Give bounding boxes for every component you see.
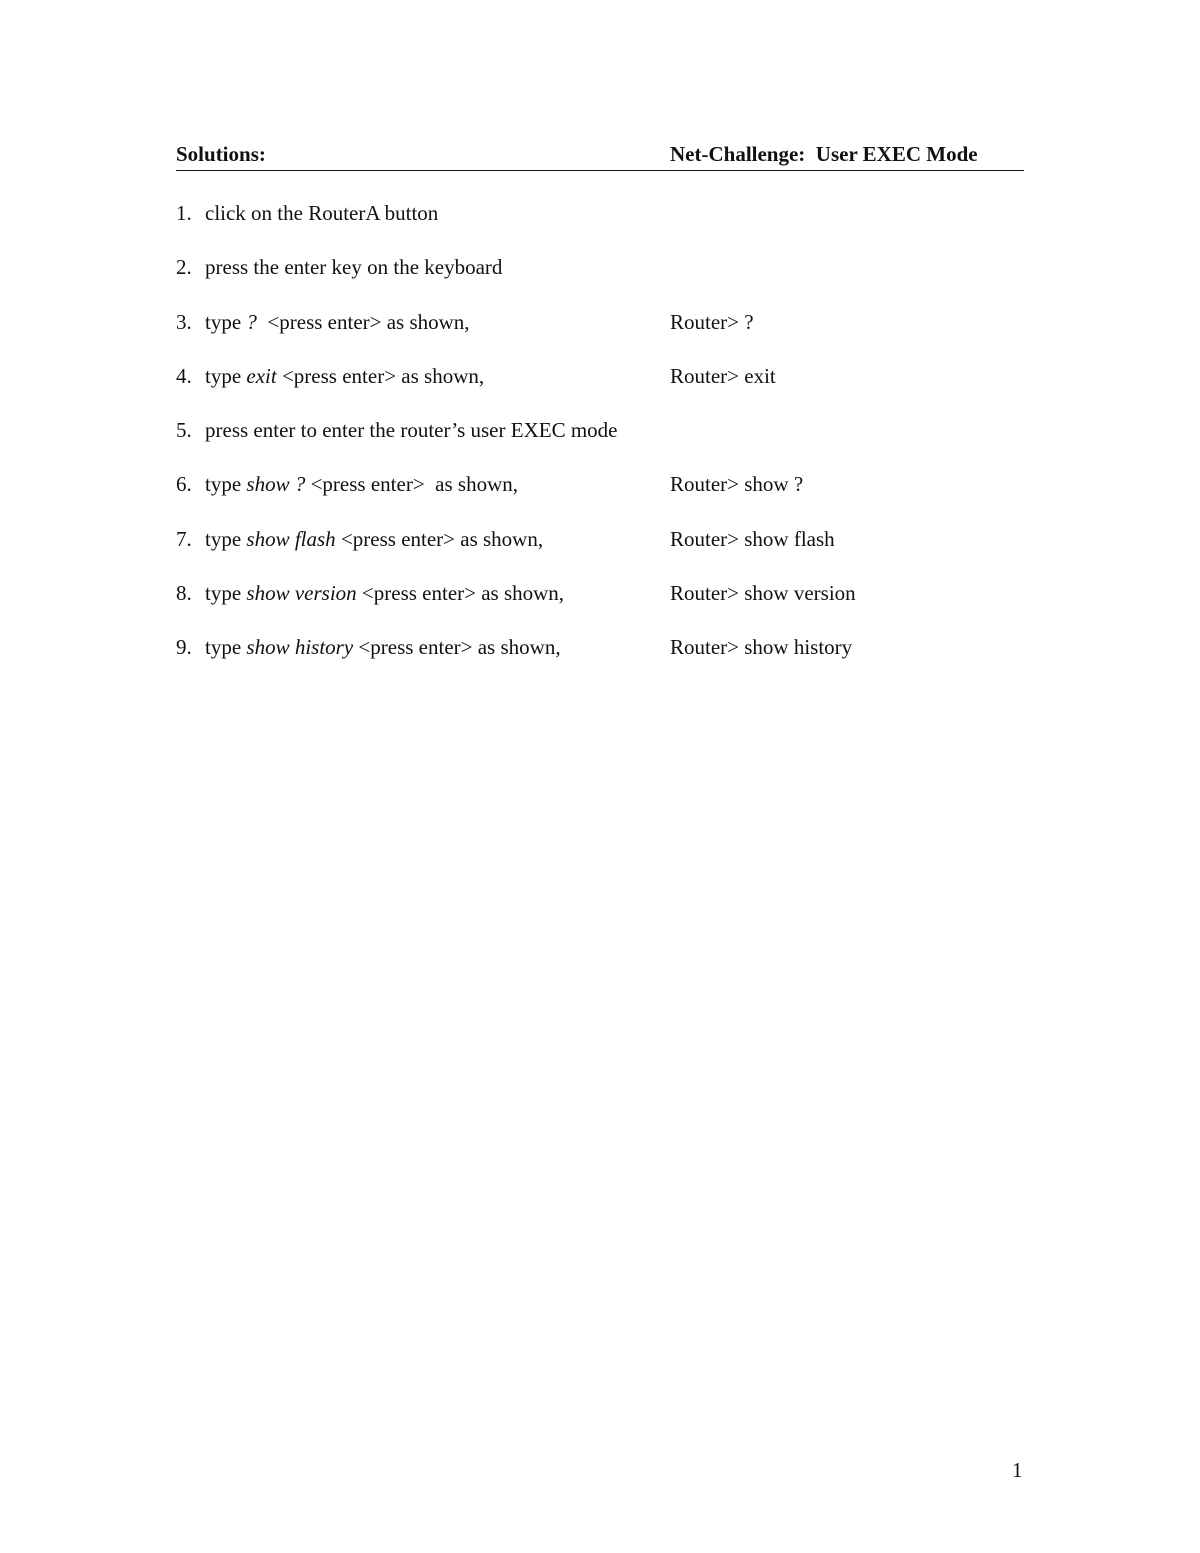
step-text-segment: click on the RouterA button	[205, 201, 439, 225]
step-item	[176, 359, 1024, 413]
step-command-emphasis: show flash	[246, 526, 336, 551]
step-instruction	[205, 576, 564, 610]
solution-steps-list	[176, 196, 1024, 685]
router-prompt-example: Router> ?	[670, 309, 754, 334]
step-text-segment: type	[205, 309, 247, 334]
step-text-segment: type	[205, 635, 247, 660]
step-item	[176, 522, 1024, 576]
step-item	[176, 196, 1024, 250]
router-prompt-example: Router> show history	[670, 635, 853, 660]
step-text-segment: <press enter> as shown,	[335, 526, 544, 551]
step-instruction	[205, 467, 518, 501]
step-item	[176, 576, 1024, 630]
step-instruction	[205, 413, 617, 447]
step-item	[176, 250, 1024, 304]
router-prompt-example: Router> show flash	[670, 526, 835, 551]
step-text-segment: type	[205, 581, 247, 606]
step-number: 9.	[176, 635, 192, 660]
step-text-segment: press enter to enter the router’s user EXEC mode	[205, 418, 618, 443]
header-solutions-label: Solutions:	[176, 142, 266, 166]
step-command-emphasis: show history	[246, 635, 354, 660]
step-item	[176, 413, 1024, 467]
step-text-segment: type	[205, 526, 247, 551]
step-text-segment: <press enter> as shown,	[276, 363, 485, 388]
step-item	[176, 305, 1024, 359]
page-number: 1	[1012, 1458, 1023, 1482]
step-number: 5.	[176, 418, 192, 443]
step-number: 8.	[176, 581, 192, 606]
step-command-emphasis: show ?	[246, 472, 306, 497]
step-instruction	[205, 305, 470, 339]
step-command-emphasis: ?	[246, 309, 257, 334]
step-item	[176, 630, 1024, 684]
step-text-segment: press the enter key on the keyboard	[205, 255, 503, 280]
step-number: 3.	[176, 309, 192, 334]
step-number: 1.	[176, 201, 192, 225]
step-number: 4.	[176, 363, 192, 388]
page-header	[176, 142, 1024, 171]
step-instruction	[205, 522, 543, 556]
step-text-segment: <press enter> as shown,	[356, 581, 565, 606]
step-number: 2.	[176, 255, 192, 280]
step-number: 6.	[176, 472, 192, 497]
router-prompt-example: Router> exit	[670, 363, 776, 388]
step-text-segment: type	[205, 472, 247, 497]
step-command-emphasis: exit	[246, 363, 277, 388]
step-text-segment: <press enter> as shown,	[256, 309, 470, 334]
router-prompt-example: Router> show version	[670, 581, 856, 606]
step-number: 7.	[176, 526, 192, 551]
step-instruction	[205, 359, 484, 393]
header-title: Net-Challenge: User EXEC Mode	[670, 142, 978, 166]
router-prompt-example: Router> show ?	[670, 472, 804, 497]
step-instruction	[205, 250, 502, 284]
step-command-emphasis: show version	[246, 581, 357, 606]
step-instruction	[205, 630, 561, 664]
step-instruction	[205, 196, 438, 230]
step-item	[176, 467, 1024, 521]
step-text-segment: type	[205, 363, 247, 388]
step-text-segment: <press enter> as shown,	[353, 635, 561, 660]
step-text-segment: <press enter> as shown,	[305, 472, 518, 497]
